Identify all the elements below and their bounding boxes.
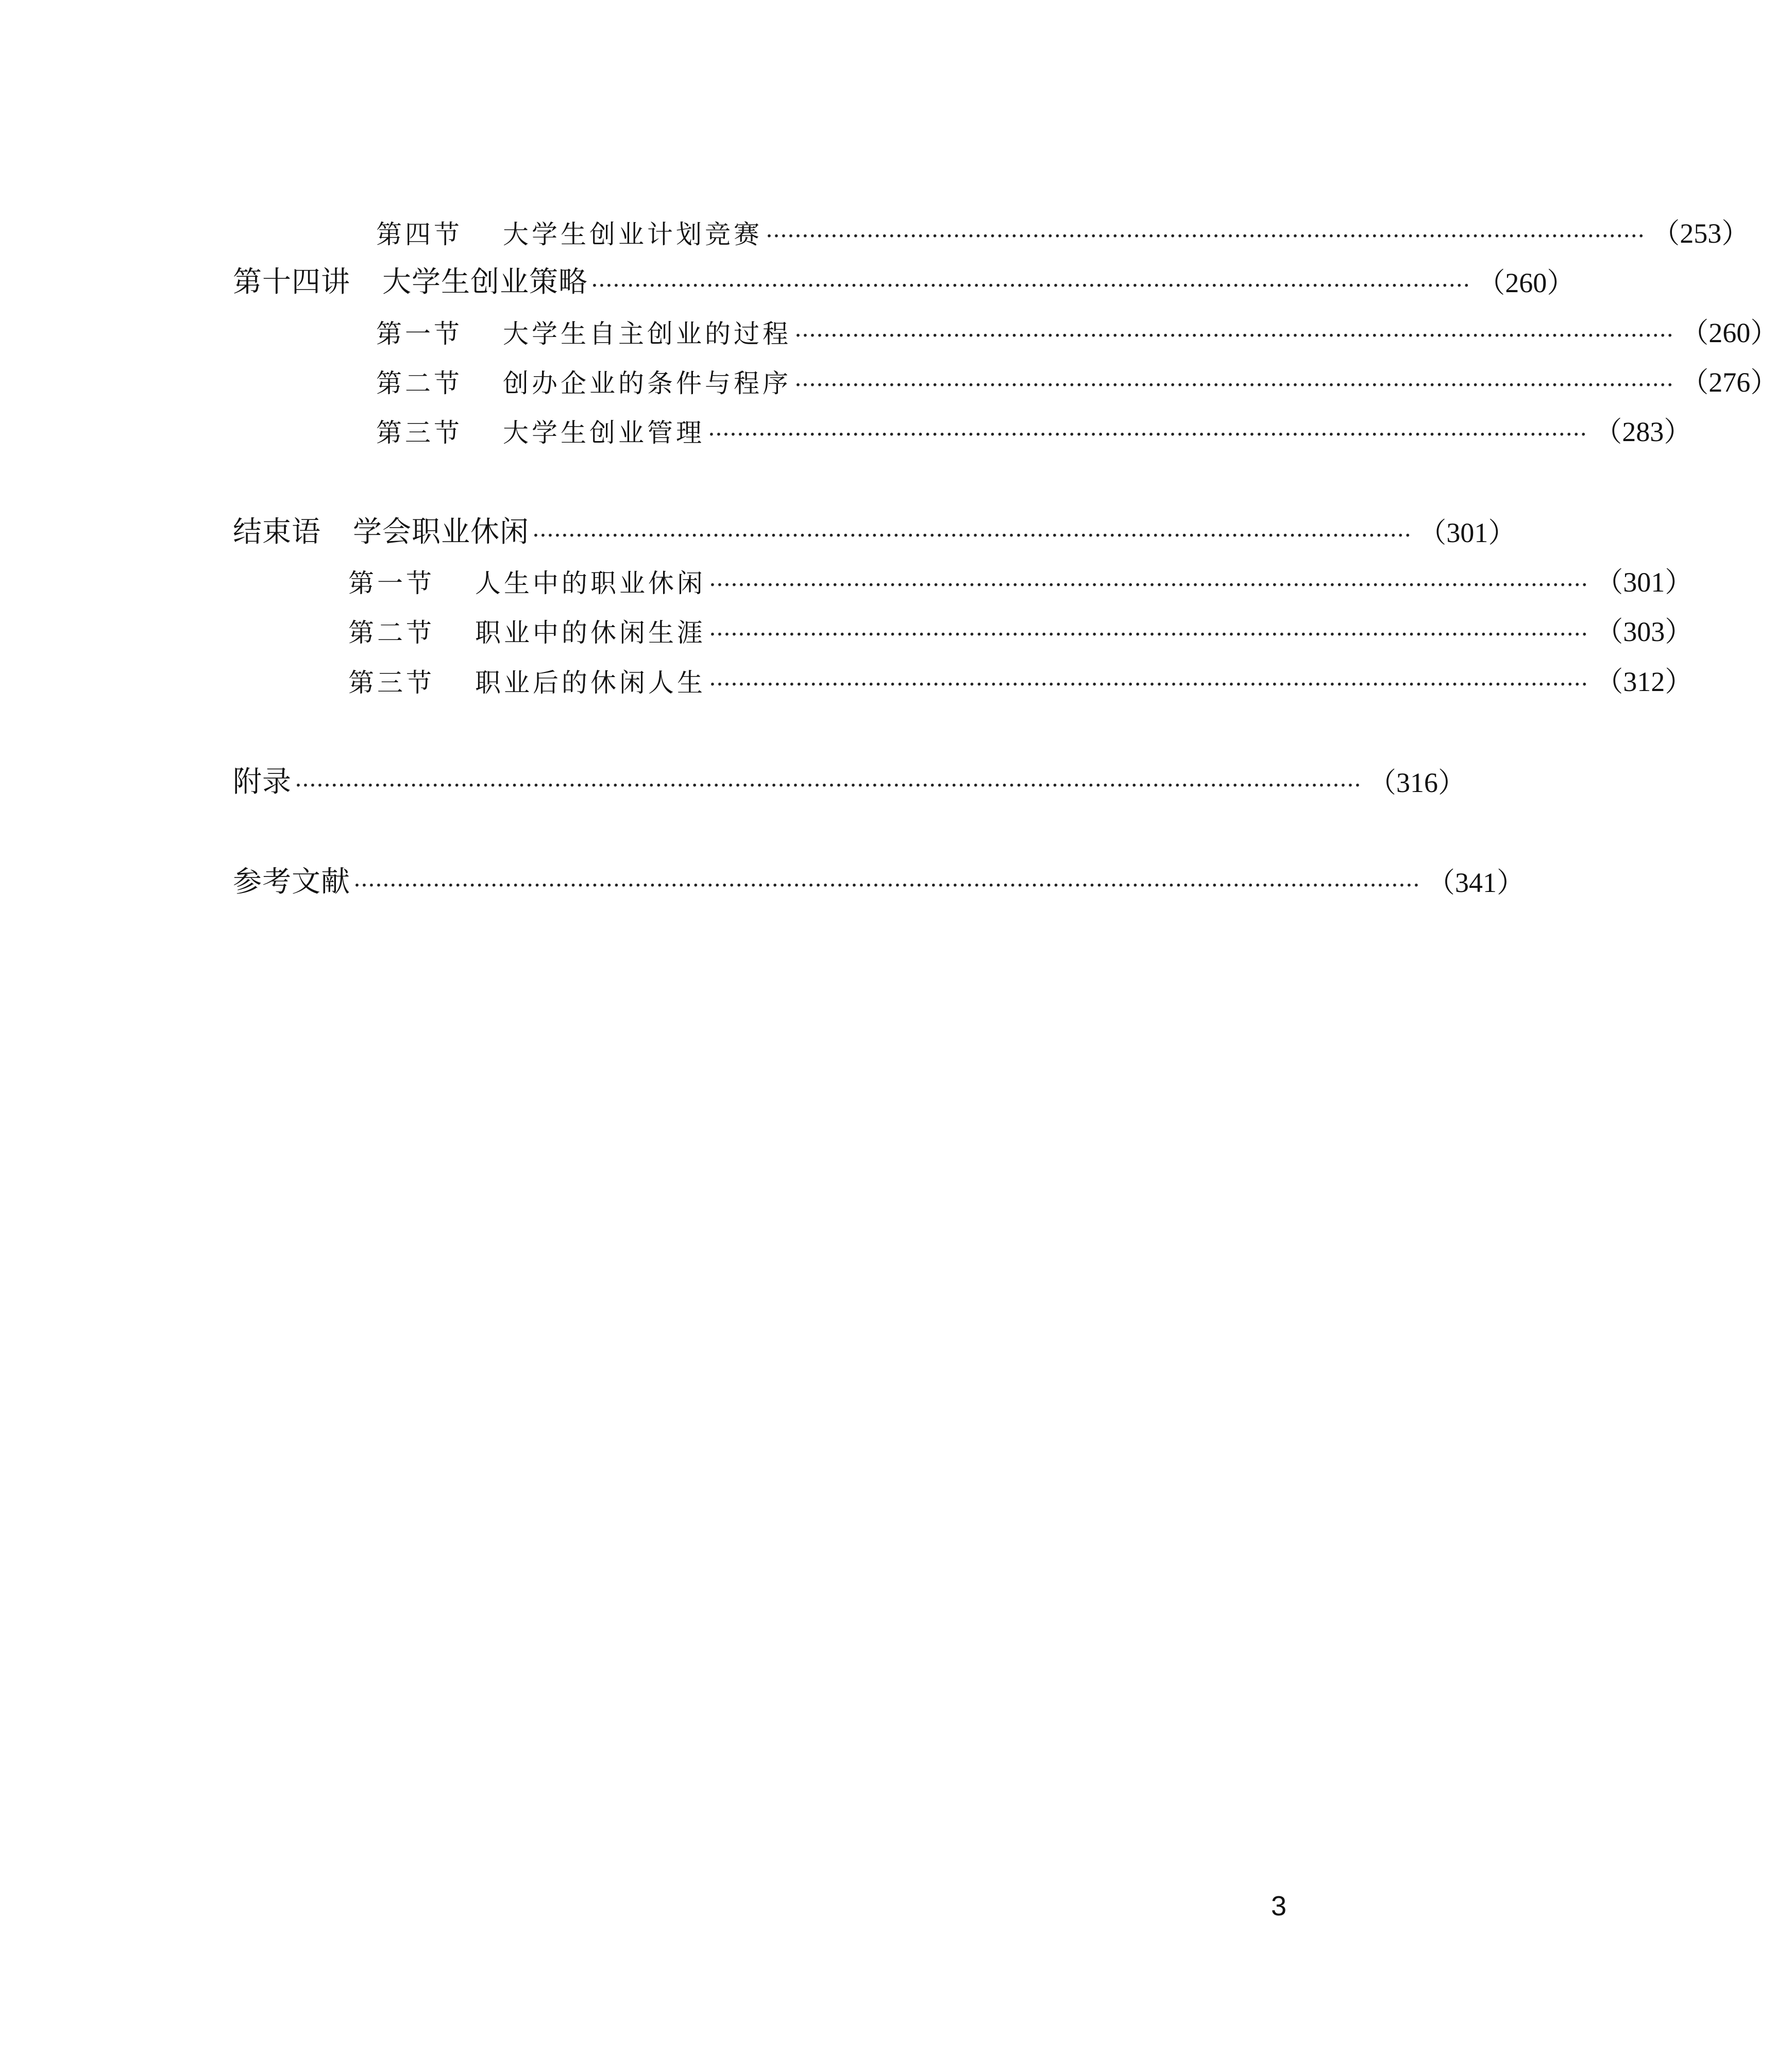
toc-entry [233, 259, 1575, 300]
toc-dot-leader: ·························································································································· [709, 671, 1588, 698]
toc-page-number: （316） [1368, 767, 1466, 798]
toc-page-number: （301） [1418, 517, 1516, 548]
toc-entry [233, 859, 1525, 900]
toc-page-number: （312） [1595, 666, 1693, 697]
toc-dot-leader: ·························································································································· [794, 323, 1674, 349]
toc-section-number: 第一节 [348, 568, 435, 598]
toc-entry [348, 608, 1693, 649]
toc-section-number: 第一节 [376, 319, 463, 349]
toc-page-number: （341） [1427, 867, 1525, 898]
toc-entry [348, 658, 1693, 699]
toc-title: 大学生创业策略 [382, 265, 588, 299]
toc-dot-leader: ·························································································································· [532, 523, 1412, 549]
toc-dot-leader: ·························································································································· [709, 572, 1588, 598]
toc-page-number: （303） [1595, 616, 1693, 647]
toc-section-number: 第三节 [348, 668, 435, 698]
page-number: 3 [1271, 1891, 1286, 1922]
toc-dot-leader: ·························································································································· [591, 273, 1470, 299]
toc-page-number: （283） [1594, 416, 1692, 447]
toc-title: 参考文献 [233, 865, 350, 899]
toc-title: 人生中的职业休闲 [475, 568, 706, 598]
toc-dot-leader: ···················································································································································· [295, 772, 1361, 799]
toc-title: 创办企业的条件与程序 [503, 368, 791, 398]
toc-dot-leader: ·························································································································· [708, 422, 1587, 448]
toc-section-number: 结束语 [233, 515, 321, 549]
toc-title: 大学生创业管理 [503, 418, 705, 448]
toc-dot-leader: ·························································································································· [709, 621, 1588, 648]
toc-title: 大学生创业计划竞赛 [503, 220, 763, 249]
toc-section-number: 第三节 [376, 418, 463, 448]
toc-title: 职业中的休闲生涯 [475, 618, 706, 648]
toc-title: 附录 [233, 765, 292, 799]
toc-entry [376, 408, 1692, 449]
toc-entry [376, 309, 1778, 350]
toc-dot-leader: ···················································································································································· [353, 872, 1420, 899]
toc-dot-leader: ·························································································································· [794, 372, 1674, 398]
toc-page-number: （253） [1652, 218, 1750, 249]
toc-entry [376, 210, 1750, 251]
toc-title: 大学生自主创业的过程 [503, 319, 791, 349]
toc-entry [233, 509, 1516, 550]
toc-section-number: 第十四讲 [233, 265, 350, 299]
toc-dot-leader: ·························································································································· [766, 223, 1645, 249]
toc-section-number: 第四节 [376, 220, 463, 249]
toc-page-number: （260） [1477, 267, 1575, 298]
toc-entry [348, 559, 1693, 600]
toc-title: 学会职业休闲 [353, 515, 529, 549]
toc-entry [376, 359, 1778, 400]
toc-page-number: （260） [1681, 317, 1778, 348]
toc-title: 职业后的休闲人生 [475, 668, 706, 698]
toc-page-number: （276） [1681, 367, 1778, 398]
toc-entry [233, 759, 1466, 800]
toc-section-number: 第二节 [348, 618, 435, 648]
toc-page-number: （301） [1595, 567, 1693, 598]
toc-section-number: 第二节 [376, 368, 463, 398]
